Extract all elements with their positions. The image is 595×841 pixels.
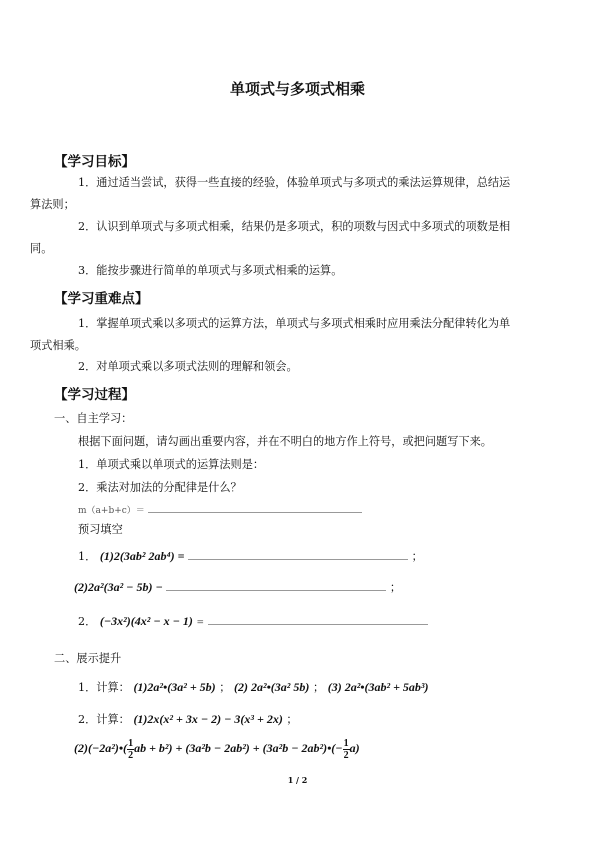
- calc-2b-tail: a): [349, 741, 360, 755]
- calc-1-expression-a: (1)2a²•(3a² + 5b): [133, 680, 216, 694]
- page-number: 1 / 2: [287, 775, 308, 785]
- calc-2-line: [78, 708, 298, 731]
- goal-1: [30, 172, 542, 216]
- section-heading-goals: 【学习目标】: [54, 154, 135, 170]
- calc-1-separator-1: ；: [219, 681, 231, 694]
- calc-2b-middle: ab + b²) + (3a²b − 2ab²) + (3a²b − 2ab²)•(−: [134, 741, 343, 755]
- fill-3-expression: (−3x²)(4x² − x − 1): [99, 614, 193, 628]
- fraction-numerator: 1: [128, 737, 134, 749]
- section-heading-keypoints: 【学习重难点】: [54, 291, 149, 307]
- goal-2: [30, 216, 542, 260]
- goal-1-line-1: 1．通过适当尝试，获得一些直接的经验，体验单项式与多项式的乘法运算规律，总结运: [78, 176, 511, 189]
- goal-3: 3．能按步骤进行简单的单项式与多项式相乘的运算。: [78, 264, 343, 277]
- fill-2-line: [74, 576, 401, 599]
- fill-3-equals: =: [196, 618, 204, 628]
- calc-2b-head: (2)(−2a²)•(: [74, 741, 128, 755]
- answer-blank[interactable]: [208, 612, 428, 625]
- calc-1-expression-c: (3) 2a²•(3ab² + 5ab³): [327, 680, 429, 694]
- page-title: 单项式与多项式相乘: [229, 80, 365, 98]
- goal-2-line-1: 2．认识到单项式与多项式相乘，结果仍是多项式，积的项数与因式中多项式的项数是相: [78, 220, 511, 233]
- distributive-expression: m（a+b+c）＝: [78, 506, 145, 516]
- fill-2-end: ；: [389, 581, 402, 594]
- fraction-denominator: 2: [343, 749, 349, 761]
- calc-1-separator-2: ；: [312, 681, 325, 694]
- goal-1-line-2: 算法则；: [30, 198, 75, 211]
- calc-1-expression-b: (2) 2a²•(3a² 5b): [233, 680, 310, 694]
- section-heading-process: 【学习过程】: [54, 387, 135, 403]
- keypoint-1: [30, 313, 542, 357]
- keypoint-1-line-2: 项式相乘。: [30, 339, 86, 352]
- answer-blank[interactable]: [188, 547, 408, 560]
- fill-2-expression: (2)2a²(3a² − 5b) −: [74, 580, 163, 594]
- fill-1-number: 1．: [78, 550, 97, 563]
- calc-2b-line: [74, 737, 360, 761]
- calc-2-expression-a: (1)2x(x² + 3x − 2) − 3(x³ + 2x): [133, 712, 283, 726]
- fill-1-line: [78, 545, 423, 568]
- question-2: 2．乘法对加法的分配律是什么？: [78, 481, 242, 494]
- calc-1-line: [78, 676, 429, 699]
- keypoint-1-line-1: 1．掌握单项式乘以多项式的运算方法，单项式与多项式相乘时应用乘法分配律转化为单: [78, 317, 511, 330]
- fill-3-number: 2．: [78, 615, 97, 628]
- fraction-numerator: 1: [343, 737, 349, 749]
- fill-1-end: ；: [411, 550, 423, 563]
- answer-blank[interactable]: [166, 578, 386, 591]
- fraction-denominator: 2: [128, 749, 134, 761]
- keypoint-2: 2．对单项式乘以多项式法则的理解和领会。: [78, 360, 298, 373]
- fill-1-expression: (1)2(3ab² 2ab⁴) =: [99, 549, 185, 563]
- fraction-one-half: [343, 738, 350, 761]
- fill-3-line: [78, 610, 428, 634]
- part-2-heading: 二、展示提升: [54, 652, 122, 665]
- answer-blank[interactable]: [148, 500, 362, 513]
- calc-2-label: 2．计算：: [78, 713, 130, 726]
- fraction-one-half: [127, 738, 134, 761]
- question-1: 1．单项式乘以单项式的运算法则是：: [78, 458, 265, 471]
- preview-heading: 预习填空: [78, 523, 123, 536]
- part-1-heading: 一、自主学习：: [54, 412, 133, 425]
- instructions: 根据下面问题，请勾画出重要内容，并在不明白的地方作上符号，或把问题写下来。: [78, 435, 492, 448]
- calc-2-end: ；: [286, 713, 298, 726]
- calc-1-label: 1．计算：: [78, 681, 130, 694]
- goal-2-line-2: 同。: [30, 242, 53, 255]
